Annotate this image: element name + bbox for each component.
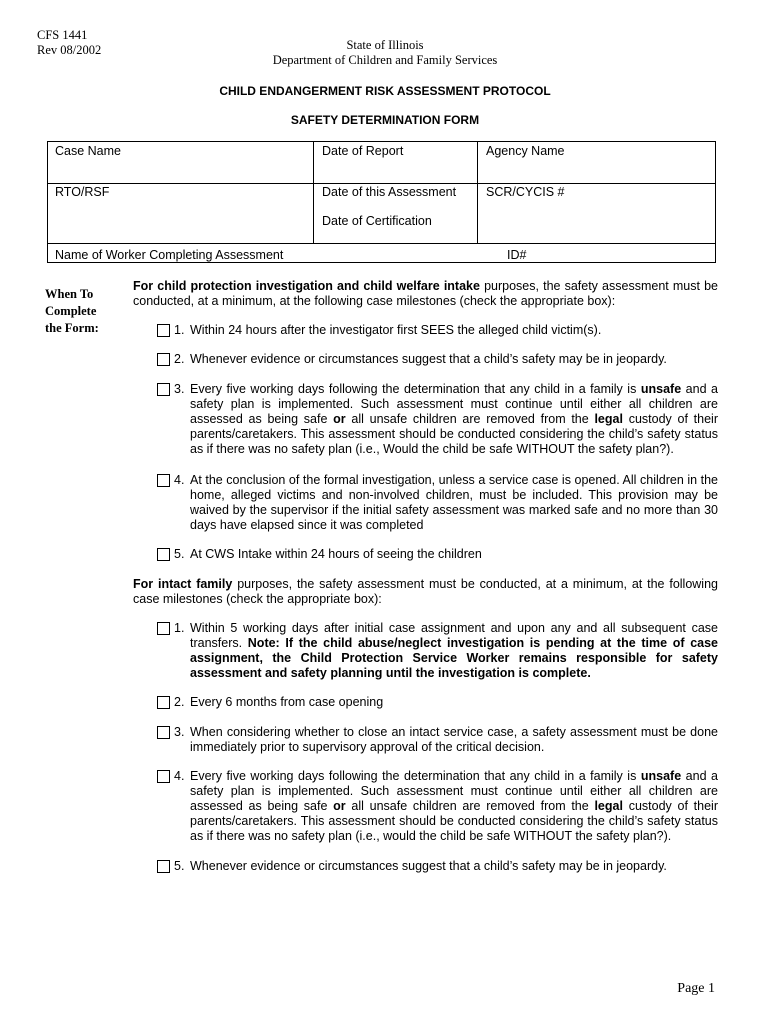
form-number: CFS 1441 xyxy=(37,28,88,42)
checkbox[interactable] xyxy=(157,696,170,709)
date-of-assessment-field[interactable]: Date of this Assessment xyxy=(322,185,457,199)
section1-intro-rest: purposes, the safety assessment must be conducted, at a minimum, at the following case milestones (check the appropriate box): xyxy=(133,279,718,308)
section2-item-5: 5. Whenever evidence or circumstances suggest that a child’s safety may be in jeopardy. xyxy=(157,859,718,874)
checkbox[interactable] xyxy=(157,383,170,396)
section2-item-1: 1. Within 5 working days after initial case assignment and upon any and all subsequent case transfers. Note: If the child abuse/neglect investigation is pending at the time of case assignment, the Child Protection Service Worker remains responsible for safety assessment and safety planning until the investigation is complete. xyxy=(157,621,718,681)
section1-item-3: 3. Every five working days following the determination that any child in a family is unsafe and a safety plan is implemented. Such assessment must continue until either all children are assessed as being safe or all unsafe children are removed from the legal custody of their parents/caretakers. This assessment should be conducted considering the child’s safety status as if there was no safety plan (i.e., Would the child be safe WITHOUT the safety plan?). xyxy=(157,382,718,457)
department-name: Department of Children and Family Services xyxy=(272,53,498,67)
state-name: State of Illinois xyxy=(346,38,424,52)
form-subtitle: SAFETY DETERMINATION FORM xyxy=(290,113,480,127)
section2-item-2: 2. Every 6 months from case opening xyxy=(157,695,718,710)
date-of-certification-field[interactable]: Date of Certification xyxy=(322,214,432,228)
section1-item-5: 5. At CWS Intake within 24 hours of seeing the children xyxy=(157,547,718,562)
section2-item-4: 4. Every five working days following the determination that any child in a family is unsafe and a safety plan is implemented. Such assessment must continue until either all children are assessed as being safe or all unsafe children are removed from the legal custody of their parents/caretakers. This assessment should be conducted considering the child’s safety status as if there was no safety plan (i.e., would the child be safe WITHOUT the safety plan?). xyxy=(157,769,718,844)
scr-cycis-field[interactable]: SCR/CYCIS # xyxy=(486,185,565,199)
checkbox[interactable] xyxy=(157,474,170,487)
section2-item-3: 3. When considering whether to close an intact service case, a safety assessment must be done immediately prior to supervisory approval of the critical decision. xyxy=(157,725,718,755)
when-to-complete-label: When To Complete the Form: xyxy=(45,287,99,335)
section2-intro-rest: purposes, the safety assessment must be conducted, at a minimum, at the following case milestones (check the appropriate box): xyxy=(133,577,718,606)
section1-item-4: 4. At the conclusion of the formal investigation, unless a service case is opened. All children in the home, alleged victims and non-involved children, must be included. This provision may be waived by the supervisor if the initial safety assessment was marked safe and no more than 30 days have elapsed since it was completed xyxy=(157,473,718,533)
form-revision: Rev 08/2002 xyxy=(37,43,102,57)
date-of-report-field[interactable]: Date of Report xyxy=(322,144,404,158)
checkbox[interactable] xyxy=(157,770,170,783)
section2-intro xyxy=(133,577,718,607)
checkbox[interactable] xyxy=(157,860,170,873)
case-name-field[interactable]: Case Name xyxy=(55,144,121,158)
checkbox[interactable] xyxy=(157,324,170,337)
checkbox[interactable] xyxy=(157,548,170,561)
page-number: Page 1 xyxy=(677,981,715,996)
section1-intro-bold: For child protection investigation and child welfare intake xyxy=(133,279,480,293)
section1-intro xyxy=(133,279,718,309)
checkbox[interactable] xyxy=(157,353,170,366)
form-title: CHILD ENDANGERMENT RISK ASSESSMENT PROTOCOL xyxy=(219,84,551,98)
checkbox[interactable] xyxy=(157,726,170,739)
worker-name-field[interactable]: Name of Worker Completing Assessment xyxy=(55,248,284,262)
section2-intro-bold: For intact family xyxy=(133,577,233,591)
section1-item-2: 2. Whenever evidence or circumstances suggest that a child’s safety may be in jeopardy. xyxy=(157,352,718,367)
agency-name-field[interactable]: Agency Name xyxy=(486,144,565,158)
section1-item-1: 1. Within 24 hours after the investigator first SEES the alleged child victim(s). xyxy=(157,323,718,338)
worker-id-field[interactable]: ID# xyxy=(507,248,527,262)
checkbox[interactable] xyxy=(157,622,170,635)
agency-block xyxy=(0,38,770,68)
case-info-grid xyxy=(47,141,716,263)
rto-rsf-field[interactable]: RTO/RSF xyxy=(55,185,110,199)
